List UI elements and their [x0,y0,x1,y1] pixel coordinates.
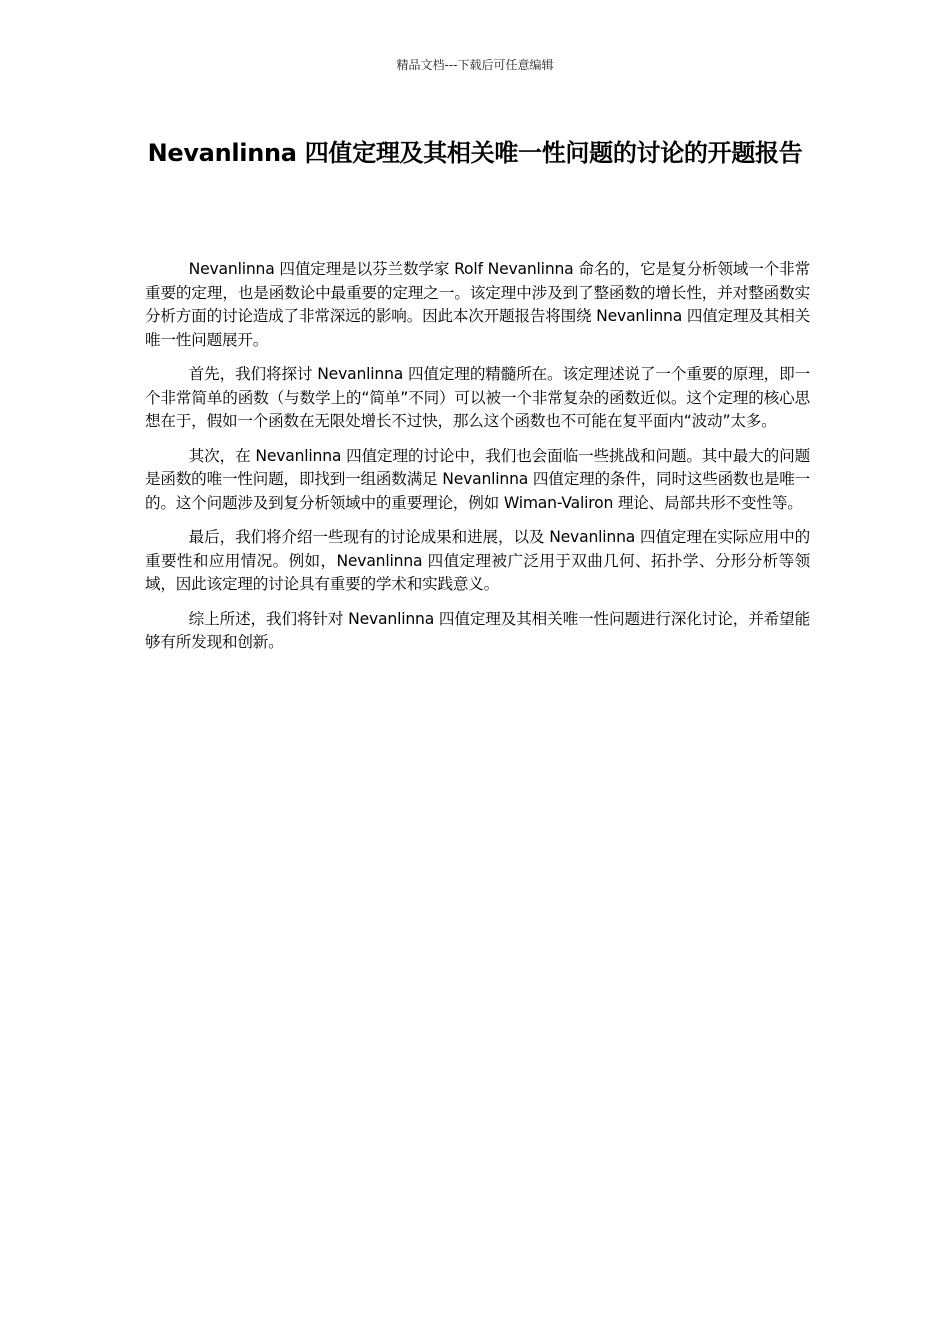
paragraph-conclusion: 综上所述，我们将针对 Nevanlinna 四值定理及其相关唯一性问题进行深化讨论，并希望能够有所发现和创新。 [145,609,810,651]
page-header: 精品文档---下载后可任意编辑 [396,58,554,72]
paragraph-essence: 首先，我们将探讨 Nevanlinna 四值定理的精髓所在。该定理述说了一个重要的原理，即一个非常简单的函数（与数学上的“简单”不同）可以被一个非常复杂的函数近似。这个定理的核心思想在于，假如一个函数在无限处增长不过快，那么这个函数也不可能在复平面内“波动”太多。 [145,365,810,430]
paragraph-applications: 最后，我们将介绍一些现有的讨论成果和进展，以及 Nevanlinna 四值定理在实际应用中的重要性和应用情况。例如，Nevanlinna 四值定理被广泛用于双曲几何、拓扑学、分形分析等领域，因此该定理的讨论具有重要的学术和实践意义。 [145,528,810,593]
document-body [145,258,810,666]
paragraph-intro: Nevanlinna 四值定理是以芬兰数学家 Rolf Nevanlinna 命名的，它是复分析领域一个非常重要的定理，也是函数论中最重要的定理之一。该定理中涉及到了整函数的增长性，并对整函数实分析方面的讨论造成了非常深远的影响。因此本次开题报告将围绕 Nevanlinna 四值定理及其相关唯一性问题展开。 [145,260,810,349]
paragraph-challenges: 其次，在 Nevanlinna 四值定理的讨论中，我们也会面临一些挑战和问题。其中最大的问题是函数的唯一性问题，即找到一组函数满足 Nevanlinna 四值定理的条件，同时这些函数也是唯一的。这个问题涉及到复分析领域中的重要理论，例如 Wiman-Valiron 理论、局部共形不变性等。 [145,446,810,512]
document-title: Nevanlinna 四值定理及其相关唯一性问题的讨论的开题报告 [147,139,803,167]
